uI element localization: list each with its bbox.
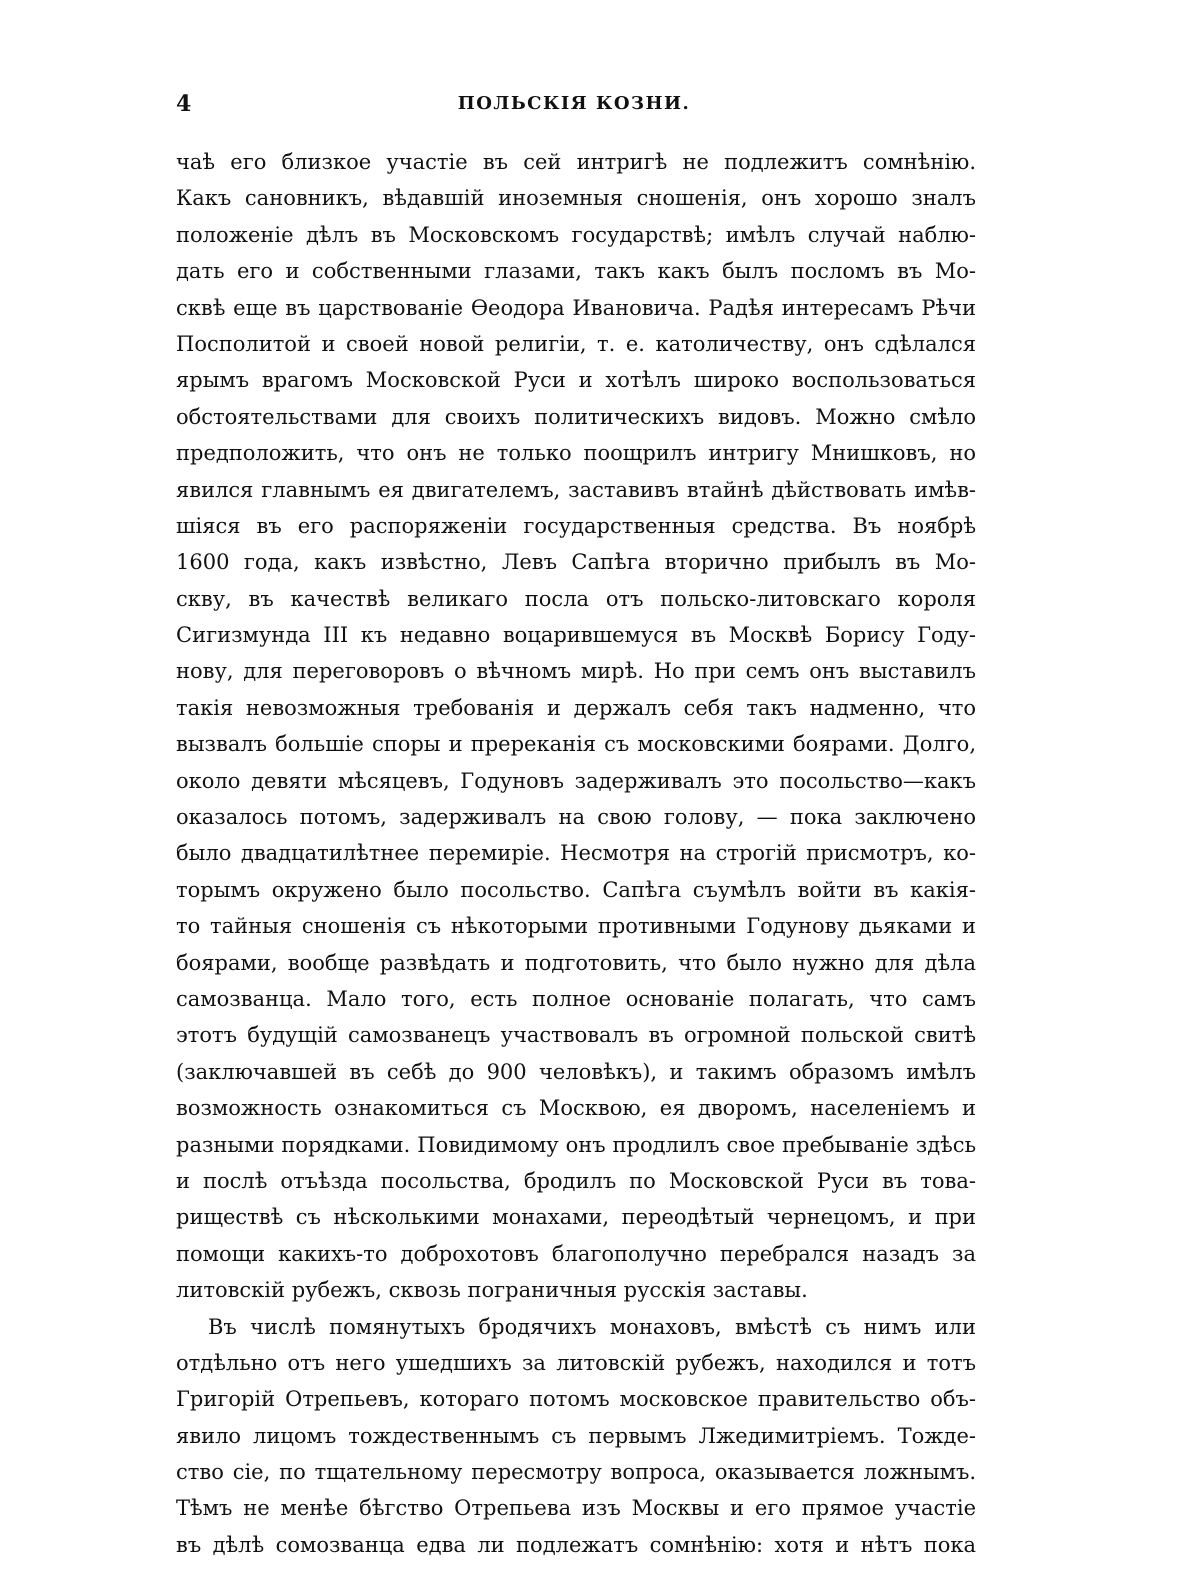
text-line: (заключавшей въ себѣ до 900 человѣкъ), и такимъ образомъ имѣлъ — [176, 1059, 976, 1084]
text-line: самозванца. Мало того, есть полное основаніе полагать, что самъ — [176, 986, 976, 1011]
text-line: скву, въ качествѣ великаго посла отъ польско-литовскаго короля — [176, 586, 976, 611]
text-line: оказалось потомъ, задерживалъ на свою голову, — пока заключено — [176, 805, 976, 830]
text-line: возможность ознакомиться съ Москвою, ея дворомъ, населеніемъ и — [176, 1096, 976, 1121]
text-line: обстоятельствами для своихъ политическихъ видовъ. Можно смѣло — [176, 404, 976, 429]
text-line: торымъ окружено было посольство. Сапѣга съумѣлъ войти въ какія- — [176, 877, 976, 902]
text-line: ство сіе, по тщательному пересмотру вопроса, оказывается ложнымъ. — [176, 1460, 976, 1485]
running-head — [176, 88, 972, 120]
text-line: Въ числѣ помянутыхъ бродячихъ монаховъ, вмѣстѣ съ нимъ или — [208, 1314, 976, 1339]
text-line: было двадцатилѣтнее перемиріе. Несмотря на строгій присмотръ, ко- — [176, 841, 976, 866]
text-line: 1600 года, какъ извѣстно, Левъ Сапѣга вторично прибылъ въ Мо- — [176, 550, 976, 575]
text-line: помощи какихъ-то доброхотовъ благополучно перебрался назадъ за — [176, 1241, 976, 1266]
text-line: Сигизмунда III къ недавно воцарившемуся въ Москвѣ Борису Году- — [176, 623, 976, 648]
text-line: такія невозможныя требованія и держалъ себя такъ надменно, что — [176, 695, 976, 720]
text-line: этотъ будущій самозванецъ участвовалъ въ огромной польской свитѣ — [176, 1023, 976, 1048]
text-line: явился главнымъ ея двигателемъ, заставивъ втайнѣ дѣйствовать имѣв- — [176, 477, 976, 502]
running-title: ПОЛЬСКІЯ КОЗНИ. — [457, 93, 691, 114]
text-line: положеніе дѣлъ въ Московскомъ государствѣ; имѣлъ случай наблю- — [176, 222, 976, 247]
text-line: въ дѣлѣ сомозванца едва ли подлежатъ сомнѣнію: хотя и нѣтъ пока — [176, 1532, 976, 1557]
text-line: предположить, что онъ не только поощрилъ интригу Мнишковъ, но — [176, 441, 976, 466]
text-line: явило лицомъ тождественнымъ съ первымъ Лжедимитріемъ. Тожде- — [176, 1423, 976, 1448]
text-line: и послѣ отъѣзда посольства, бродилъ по Московской Руси въ това- — [176, 1168, 976, 1193]
text-line: сквѣ еще въ царствованіе Ѳеодора Ивановича. Радѣя интересамъ Рѣчи — [176, 295, 976, 320]
text-line: то тайныя сношенія съ нѣкоторыми противными Годунову дьяками и — [176, 914, 976, 939]
text-line: литовскій рубежъ, сквозь пограничныя русскія заставы. — [176, 1278, 808, 1303]
text-line: Посполитой и своей новой религіи, т. е. католичеству, онъ сдѣлался — [176, 331, 976, 356]
paragraph — [176, 144, 976, 1309]
text-line: Тѣмъ не менѣе бѣгство Отрепьева изъ Москвы и его прямое участіе — [176, 1496, 976, 1521]
text-line: Григорій Отрепьевъ, котораго потомъ московское правительство объ- — [176, 1387, 976, 1412]
text-line: риществѣ съ нѣсколькими монахами, переодѣтый чернецомъ, и при — [176, 1205, 976, 1230]
paragraph — [176, 1309, 976, 1564]
text-line: отдѣльно отъ него ушедшихъ за литовскій рубежъ, находился и тотъ — [176, 1350, 976, 1375]
text-line: шіяся въ его распоряженіи государственныя средства. Въ ноябрѣ — [176, 513, 976, 538]
text-line: вызвалъ большіе споры и пререканія съ московскими боярами. Долго, — [176, 732, 976, 757]
page-number: 4 — [176, 91, 192, 117]
text-line: боярами, вообще развѣдать и подготовить, что было нужно для дѣла — [176, 950, 976, 975]
text-line: около девяти мѣсяцевъ, Годуновъ задерживалъ это посольство—какъ — [176, 768, 976, 793]
text-line: Какъ сановникъ, вѣдавшій иноземныя сношенія, онъ хорошо зналъ — [176, 186, 976, 211]
text-line: нову, для переговоровъ о вѣчномъ мирѣ. Но при семъ онъ выставилъ — [176, 659, 976, 684]
text-line: дать его и собственными глазами, такъ какъ былъ посломъ въ Мо- — [176, 259, 976, 284]
text-line: ярымъ врагомъ Московской Руси и хотѣлъ широко воспользоваться — [176, 368, 976, 393]
text-line: разными порядками. Повидимому онъ продлилъ свое пребываніе здѣсь — [176, 1132, 976, 1157]
body-text — [176, 144, 976, 1563]
text-line: чаѣ его близкое участіе въ сей интригѣ не подлежитъ сомнѣнію. — [176, 150, 976, 174]
